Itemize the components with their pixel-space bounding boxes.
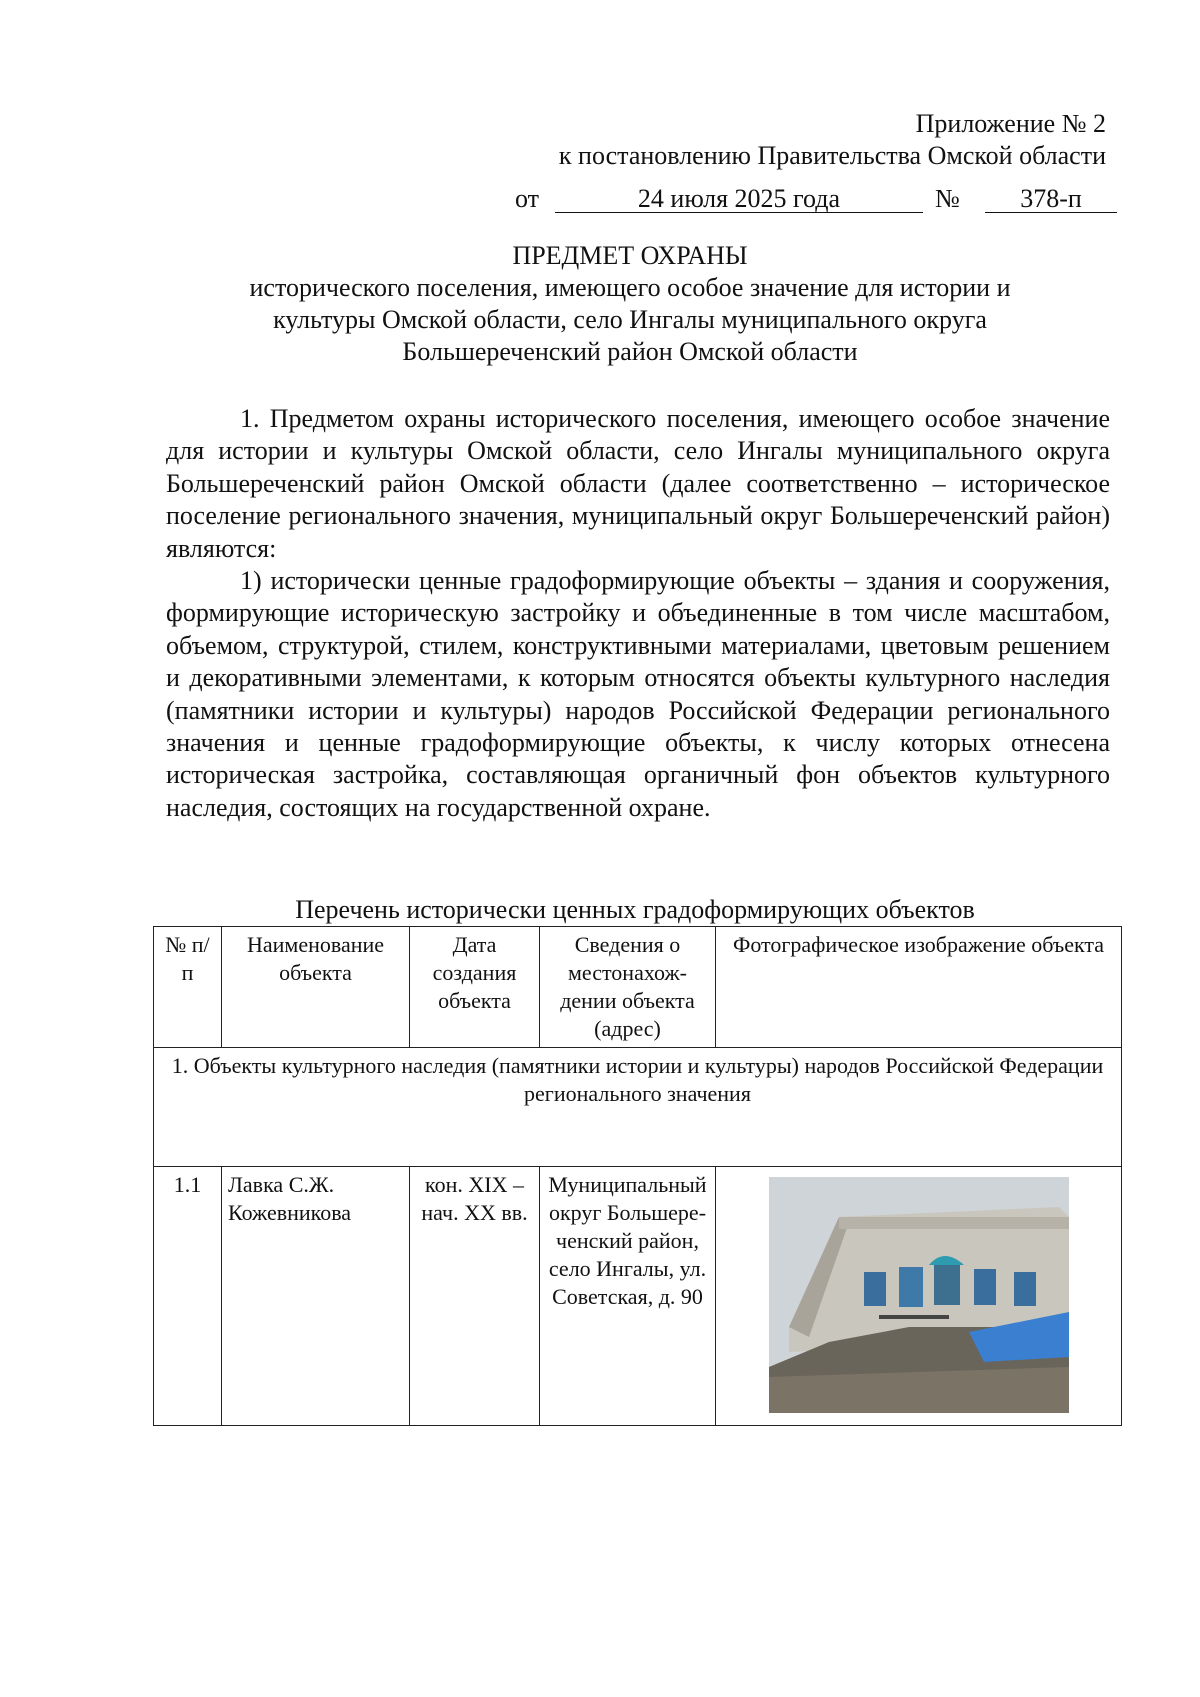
row-photo-cell (716, 1167, 1122, 1426)
body-text (166, 403, 1110, 824)
decree-number: 378-п (985, 184, 1117, 213)
title-main: ПРЕДМЕТ ОХРАНЫ (512, 241, 748, 270)
table-row (154, 1167, 1122, 1426)
building-photo-illustration (769, 1177, 1069, 1413)
title-line-3: Большереченский район Омской области (402, 337, 858, 366)
appendix-label: Приложение № 2 (915, 109, 1106, 138)
header-address: Сведения о местонахож-дении объекта (адрес) (540, 927, 716, 1048)
title-line-1: исторического поселения, имеющего особое значение для истории и (249, 273, 1011, 302)
row-name: Лавка С.Ж. Кожевникова (222, 1167, 410, 1426)
decree-date-number-line (515, 184, 1115, 218)
decree-reference: к постановлению Правительства Омской области (558, 141, 1106, 170)
row-address: Муниципальный округ Большере-ченский район, село Ингалы, ул. Советская, д. 90 (540, 1167, 716, 1426)
row-number: 1.1 (154, 1167, 222, 1426)
header-name: Наименование объекта (222, 927, 410, 1048)
objects-table (153, 926, 1122, 1426)
paragraph-2: 1) исторически ценные градоформирующие объекты – здания и сооружения, формирующие историческую застройку и объединенные в том числе масштабом, объемом, структурой, стилем, конструктивными материалами, цветовым решением и декоративными элементами, к которым относятся объекты культурного наследия (памятники истории и культуры) народов Российской Федерации регионального значения и ценные градоформирующие объекты, к числу которых отнесена историческая застройка, составляющая органичный фон объектов культурного наследия, состоящих на государственной охране. (166, 566, 1110, 822)
section-title: 1. Объекты культурного наследия (памятники истории и культуры) народов Российской Федерации регионального значения (154, 1048, 1122, 1167)
number-label: № (935, 184, 960, 213)
decree-date: 24 июля 2025 года (555, 184, 923, 213)
header-photo: Фотографическое изображение объекта (716, 927, 1122, 1048)
table-header-row (154, 927, 1122, 1048)
paragraph-1: 1. Предметом охраны исторического поселения, имеющего особое значение для истории и культуры Омской области, село Ингалы муниципального округа Большереченский район Омской области (далее соответственно – историческое поселение регионального значения, муниципальный округ Большереченский район) являются: (166, 404, 1110, 563)
from-label: от (515, 184, 540, 213)
table-caption: Перечень исторически ценных градоформирующих объектов (295, 895, 975, 924)
header-date: Дата создания объекта (410, 927, 540, 1048)
building-photo (769, 1177, 1069, 1413)
table-section-row (154, 1048, 1122, 1167)
appendix-header (506, 108, 1106, 172)
header-number: № п/п (154, 927, 222, 1048)
title-line-2: культуры Омской области, село Ингалы муниципального округа (273, 305, 987, 334)
row-date: кон. XIX – нач. XX вв. (410, 1167, 540, 1426)
document-title (190, 240, 1070, 368)
